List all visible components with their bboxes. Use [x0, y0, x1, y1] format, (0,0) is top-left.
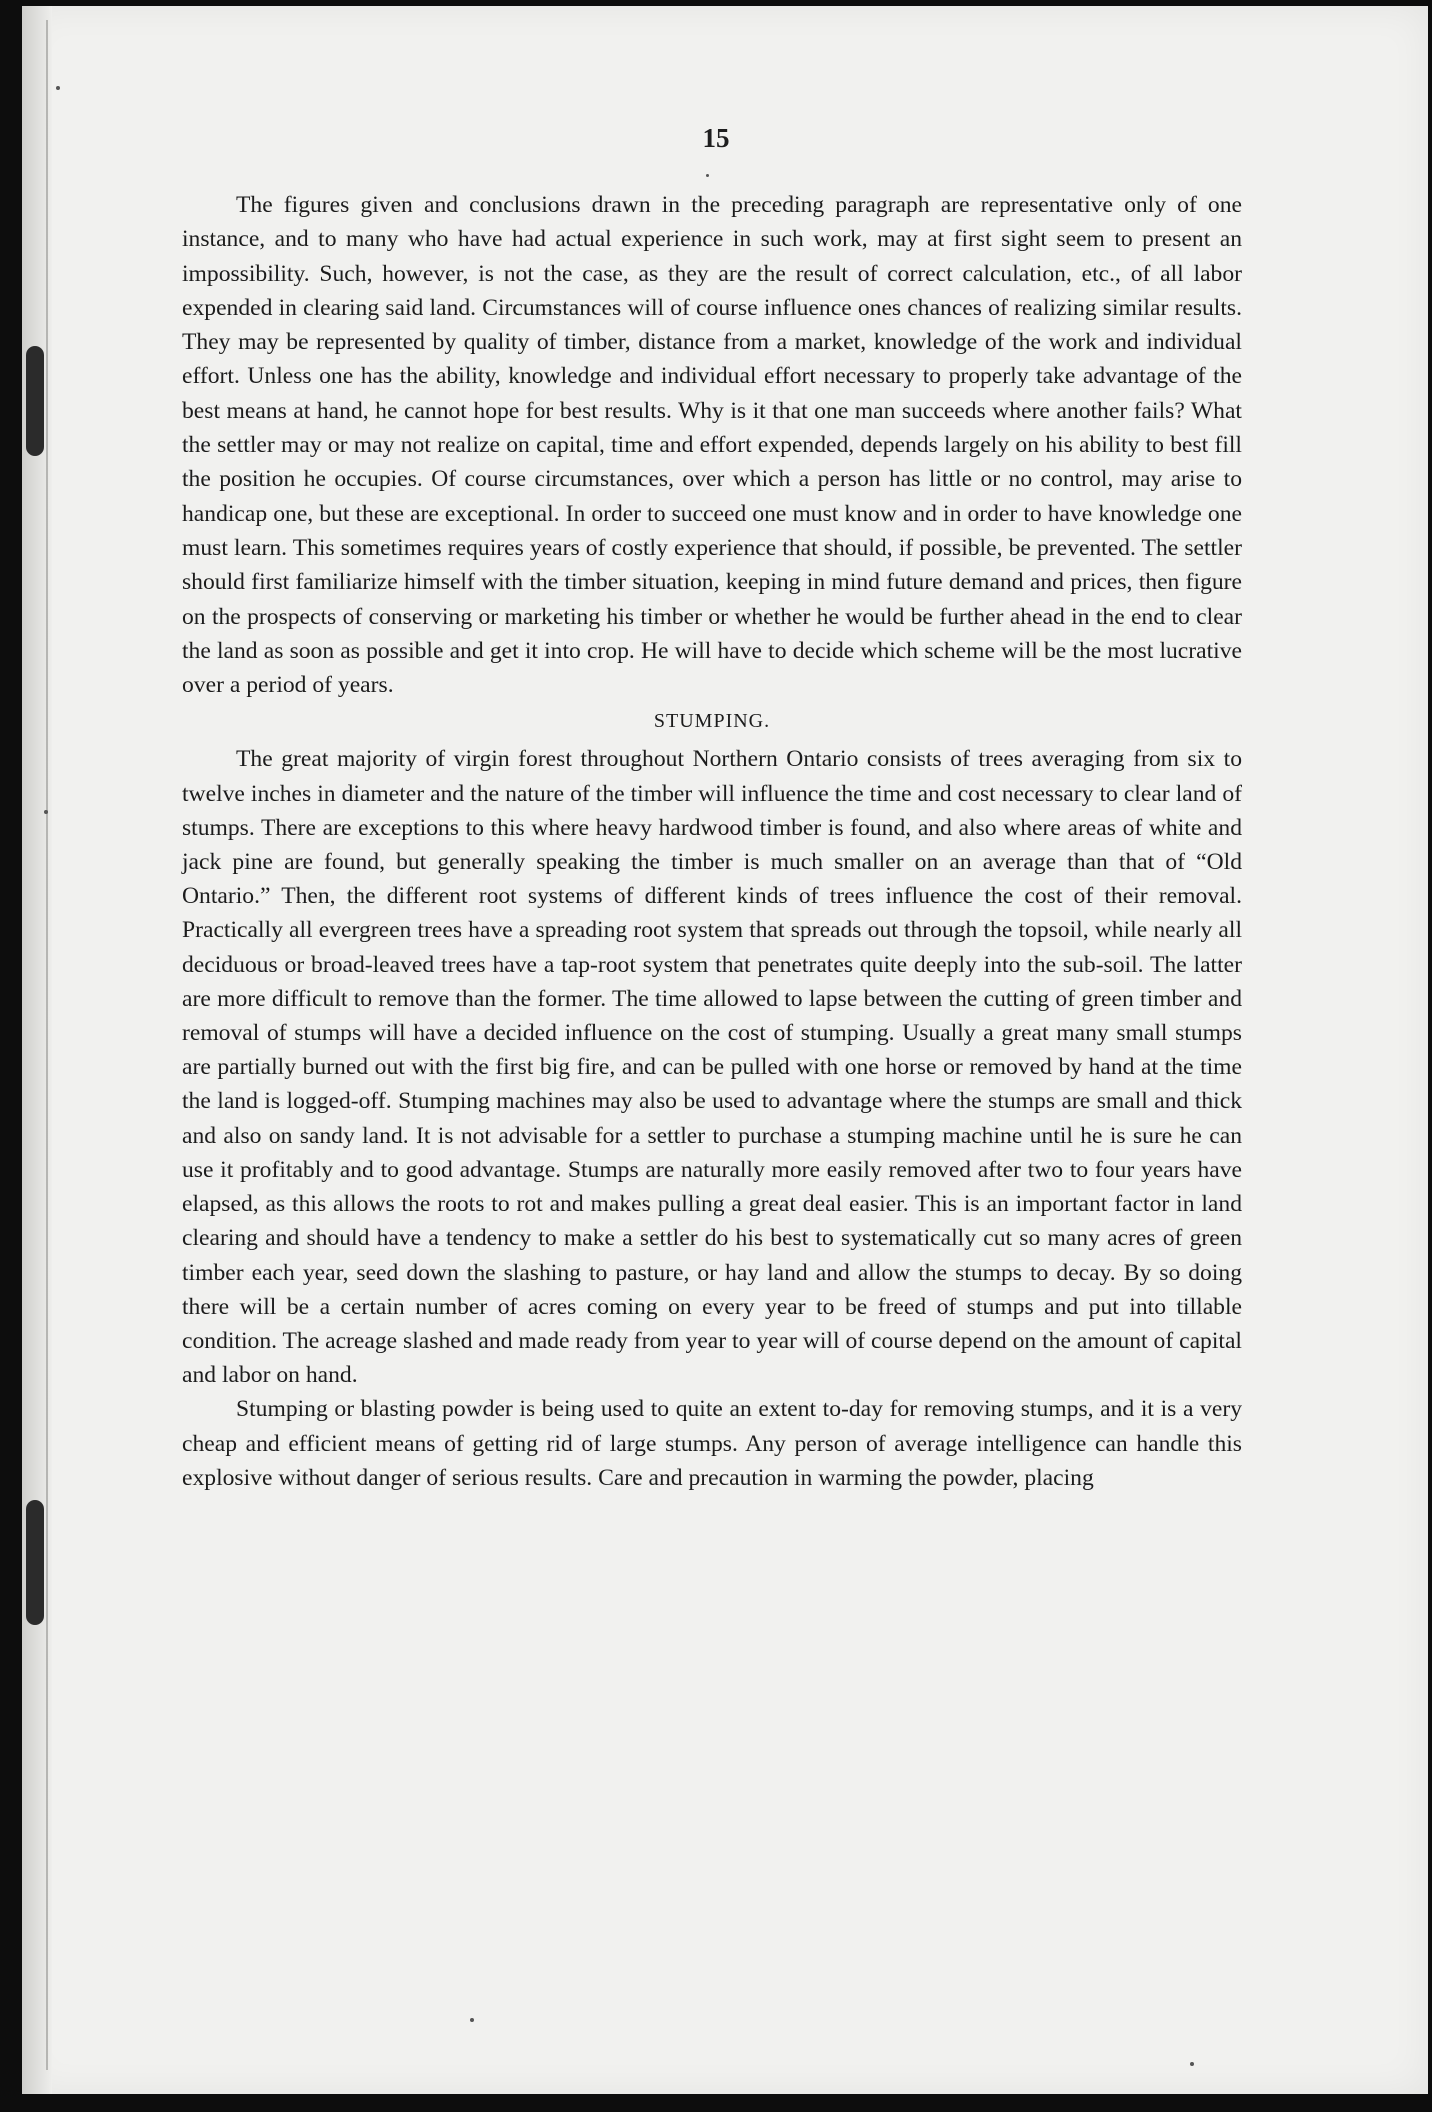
- speck: [56, 86, 60, 90]
- body-text: [182, 188, 1242, 1496]
- speck: [1190, 2062, 1194, 2066]
- page-number: 15: [702, 123, 730, 153]
- paragraph-intro: The figures given and conclusions drawn in the preceding paragraph are representative only of one instance, and to many who have had actual experience in such work, may at first sight seem to present an impossibility. Such, however, is not the case, as they are the result of correct calculation, etc., of all labor expended in clearing said land. Circumstances will of course influence ones chances of realizing similar results. They may be represented by quality of timber, distance from a market, knowledge of the work and individual effort. Unless one has the ability, knowledge and individual effort necessary to properly take advantage of the best means at hand, he cannot hope for best results. Why is it that one man succeeds where another fails? What the settler may or may not realize on capital, time and effort expended, depends largely on his ability to best fill the position he occupies. Of course circumstances, over which a person has little or no control, may arise to handicap one, but these are exceptional. In order to succeed one must know and in order to have knowledge one must learn. This sometimes requires years of costly experience that should, if possible, be prevented. The settler should first familiarize himself with the timber situation, keeping in mind future demand and prices, then figure on the prospects of conserving or marketing his timber or whether he would be further ahead in the end to clear the land as soon as possible and get it into crop. He will have to decide which scheme will be the most lucrative over a period of years.: [182, 192, 1242, 699]
- paragraph-stumping: The great majority of virgin forest throughout Northern Ontario consists of trees averaging from six to twelve inches in diameter and the nature of the timber will influence the time and cost necessary to clear land of stumps. There are exceptions to this where heavy hardwood timber is found, and also where areas of white and jack pine are found, but generally speaking the timber is much smaller on an average than that of “Old Ontario.” Then, the different root systems of different kinds of trees influence the cost of their removal. Practically all evergreen trees have a spreading root system that spreads out through the topsoil, while nearly all deciduous or broad-leaved trees have a tap-root system that penetrates quite deeply into the sub-soil. The latter are more difficult to remove than the former. The time allowed to lapse between the cutting of green timber and removal of stumps will have a decided influence on the cost of stumping. Usually a great many small stumps are partially burned out with the first big fire, and can be pulled with one horse or removed by hand at the time the land is logged-off. Stumping machines may also be used to advantage where the stumps are small and thick and also on sandy land. It is not advisable for a settler to purchase a stumping machine until he is sure he can use it profitably and to good advantage. Stumps are naturally more easily removed after two to four years have elapsed, as this allows the roots to rot and makes pulling a great deal easier. This is an important factor in land clearing and should have a tendency to make a settler do his best to systematically cut so many acres of green timber each year, seed down the slashing to pasture, or hay land and allow the stumps to decay. By so doing there will be a certain number of acres coming on every year to be freed of stumps and put into tillable condition. The acreage slashed and made ready from year to year will of course depend on the amount of capital and labor on hand.: [182, 746, 1242, 1389]
- paragraph-blasting-powder: Stumping or blasting powder is being used to quite an extent to-day for removing stumps, and it is a very cheap and efficient means of getting rid of large stumps. Any person of average intelligence can handle this explosive without danger of serious results. Care and precaution in warming the powder, placing: [182, 1396, 1242, 1492]
- speck: [44, 810, 48, 814]
- speck: [470, 2018, 474, 2022]
- binding-clip-top: [26, 346, 44, 456]
- page-edge-line: [46, 20, 48, 2070]
- binding-clip-bottom: [26, 1500, 44, 1625]
- speck: [706, 174, 709, 177]
- section-heading-stumping: STUMPING.: [653, 710, 771, 733]
